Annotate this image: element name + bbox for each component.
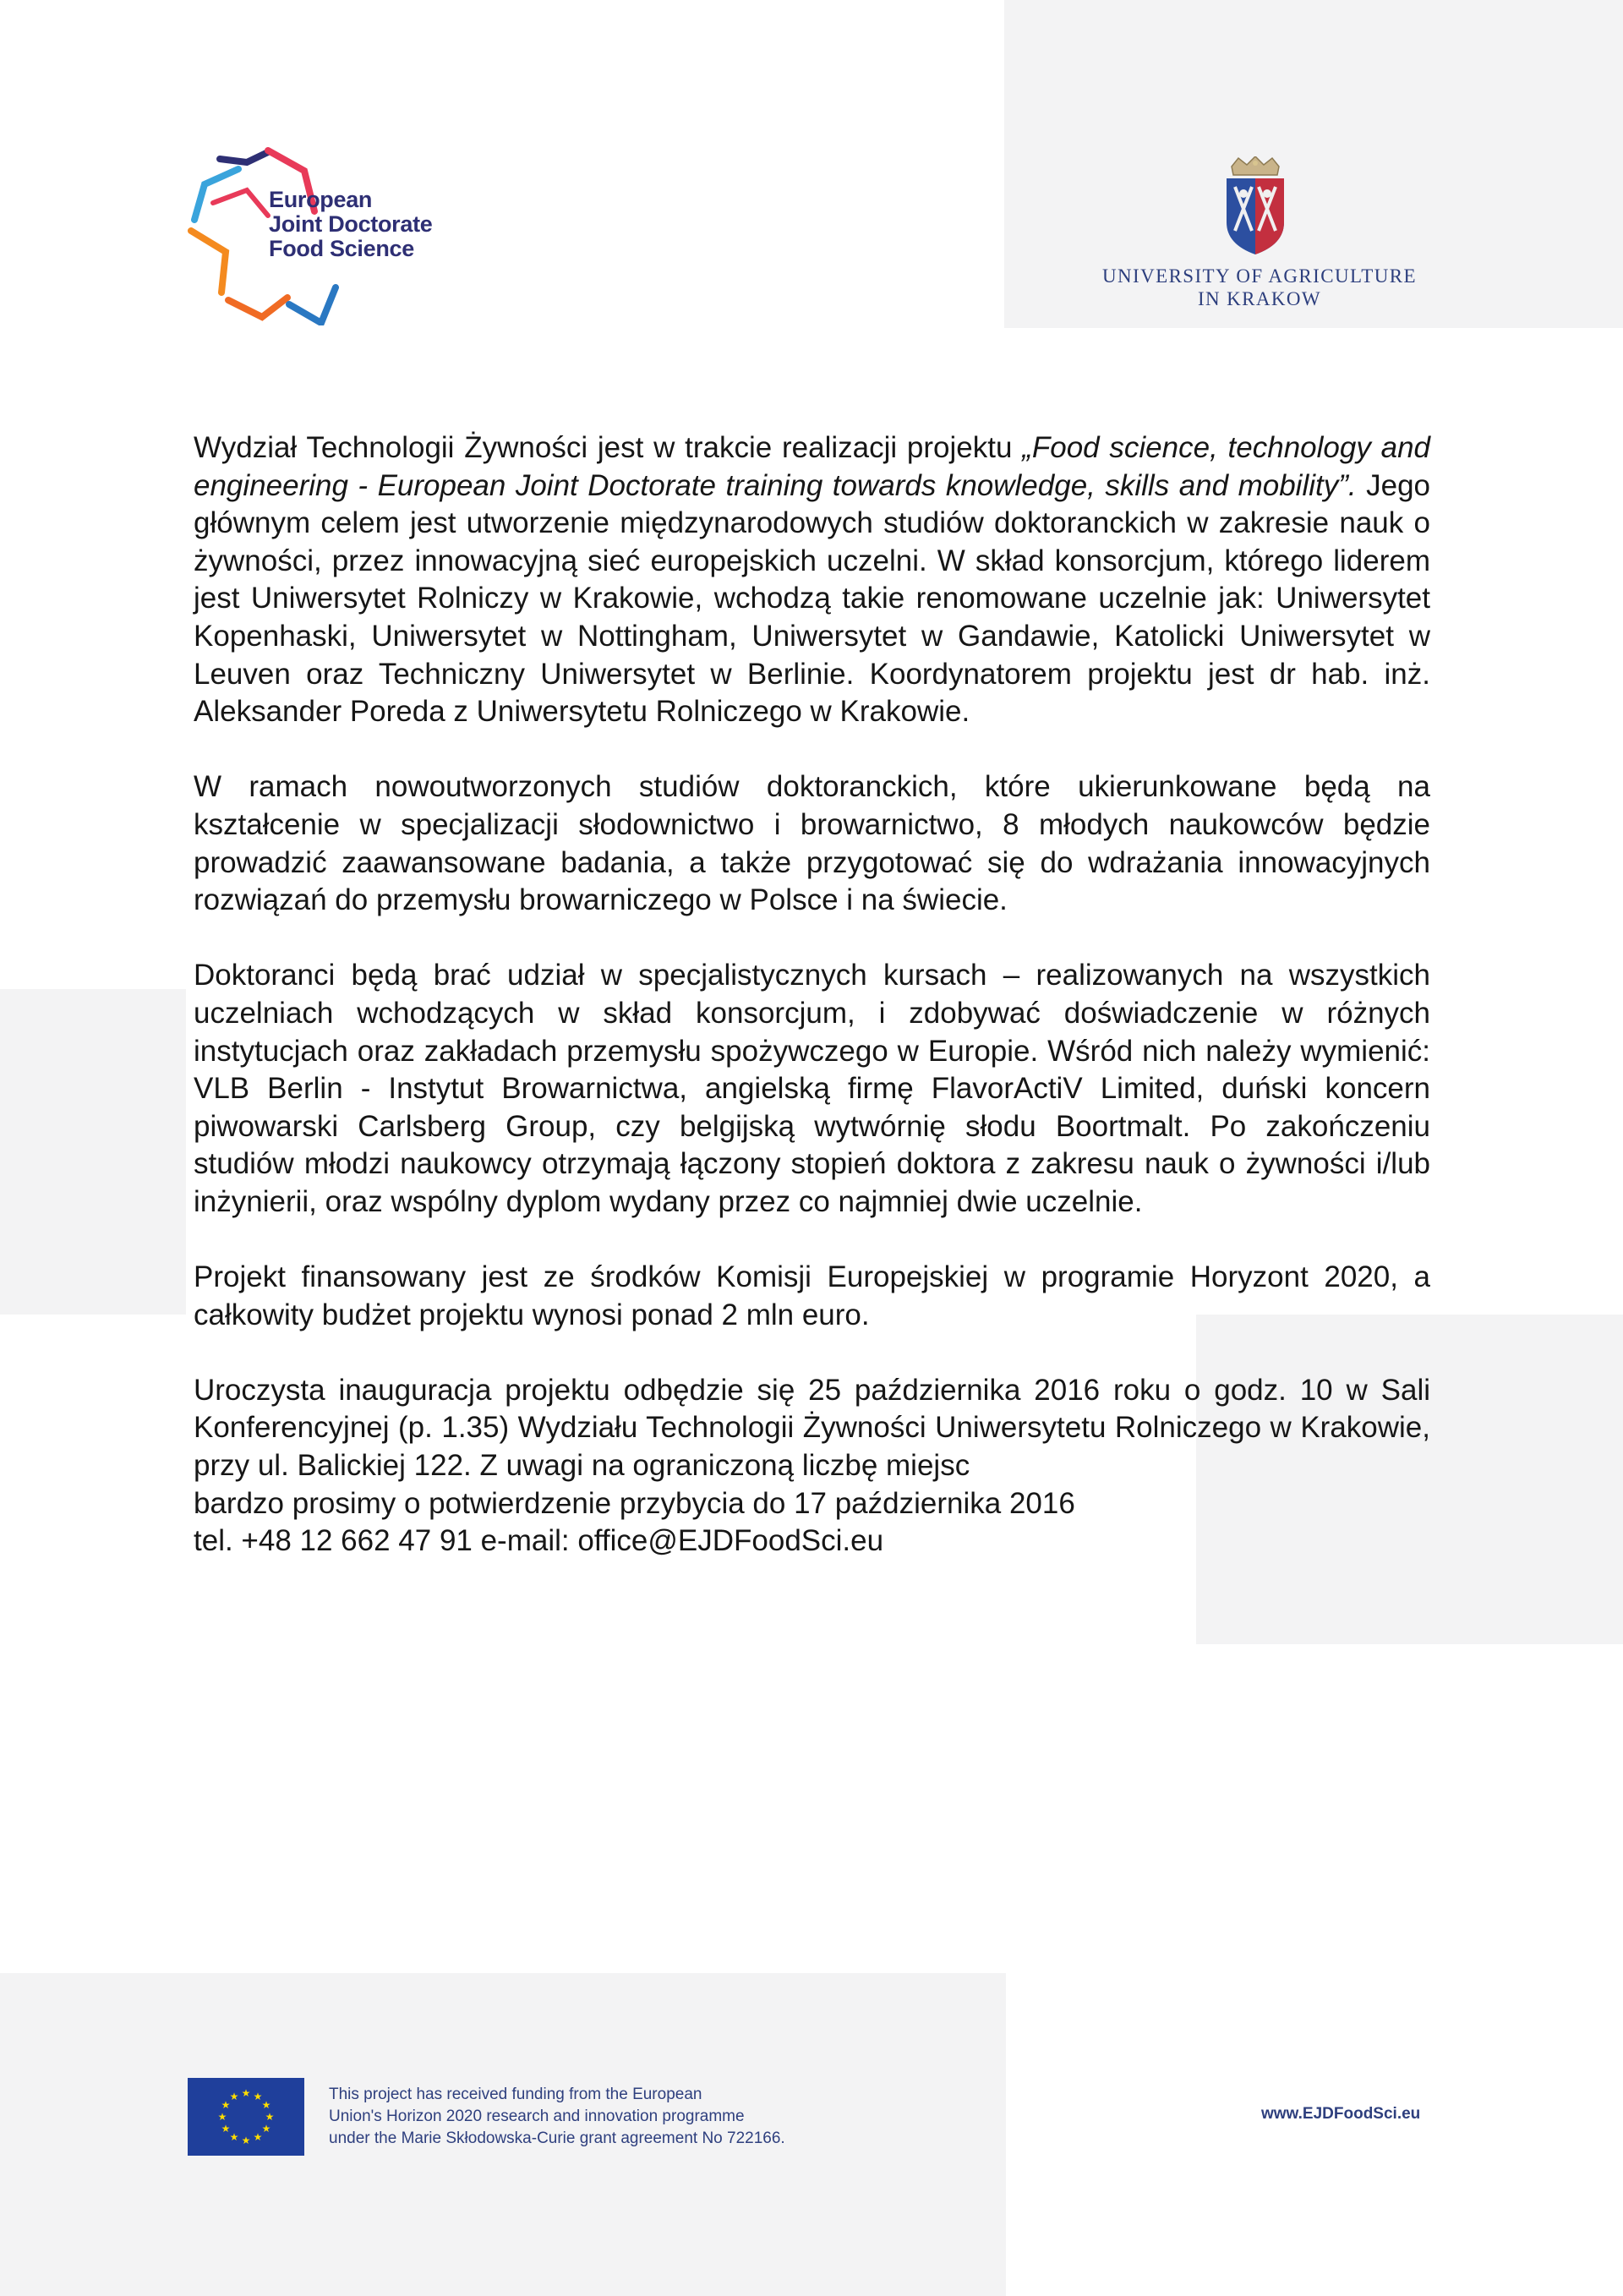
university-logo <box>1074 156 1445 317</box>
svg-text:★: ★ <box>261 2099 271 2111</box>
paragraph-intro <box>194 429 1430 731</box>
ejd-logo-line: Joint Doctorate <box>269 211 433 237</box>
funding-line: Union's Horizon 2020 research and innovation programme <box>329 2107 745 2125</box>
ejd-logo-line: European <box>269 187 373 212</box>
paragraph-inauguration: Uroczysta inauguracja projektu odbędzie się 25 października 2016 roku o godz. 10 w Sali Konferencyjnej (p. 1.35) Wydziału Technologii Żywności Uniwersytetu Rolniczego w Krakowie, przy ul. Balickiej 122. Z uwagi na ograniczoną liczbę miejsc <box>194 1373 1430 1483</box>
contact-line: tel. +48 12 662 47 91 e-mail: office@EJDFoodSci.eu <box>194 1524 884 1558</box>
letter-body <box>194 429 1430 1561</box>
intro-text: Wydział Technologii Żywności jest w trakcie realizacji projektu <box>194 431 1023 464</box>
ejd-logo <box>188 144 467 325</box>
svg-text:★: ★ <box>229 2131 239 2143</box>
svg-text:★: ★ <box>229 2091 239 2102</box>
svg-text:★: ★ <box>241 2135 251 2146</box>
website-link[interactable]: www.EJDFoodSci.eu <box>1261 2105 1421 2123</box>
ejd-logo-line: Food Science <box>269 236 414 261</box>
eu-stars-icon <box>188 2078 304 2156</box>
funding-line: This project has received funding from the European <box>329 2086 702 2103</box>
university-name <box>1074 265 1445 310</box>
svg-text:★: ★ <box>221 2123 231 2135</box>
university-name-line: UNIVERSITY OF AGRICULTURE <box>1102 265 1417 287</box>
svg-text:★: ★ <box>261 2123 271 2135</box>
svg-text:★: ★ <box>253 2091 263 2102</box>
background-panel <box>0 989 186 1315</box>
university-crest-icon <box>1221 156 1289 256</box>
paragraph-studies: W ramach nowoutworzonych studiów doktoranckich, które ukierunkowane będą na kształcenie w specjalizacji słodownictwo i browarnictwo, 8 młodych naukowców będzie prowadzić zaawansowane badania, a także przygotować się do wdrażania innowacyjnych rozwiązań do przemysłu browarniczego w Polsce i na świecie. <box>194 770 1430 917</box>
funding-statement <box>329 2084 785 2150</box>
svg-text:★: ★ <box>217 2111 227 2123</box>
university-name-line: IN KRAKOW <box>1197 288 1322 309</box>
project-title: „Food science, technology and engineering - European Joint Doctorate training towards knowledge, skills and mobility”. <box>194 431 1430 502</box>
paragraph-inauguration-last-line: bardzo prosimy o potwierdzenie przybycia do 17 października 2016 <box>194 1486 1075 1520</box>
ejd-logo-text <box>269 188 433 261</box>
intro-rest: Jego głównym celem jest utworzenie międzynarodowych studiów doktoranckich w zakresie nauk o żywności, przez innowacyjną sieć europejskich uczelni. W skład konsorcjum, którego liderem jest Uniwersytet Rolniczy w Krakowie, wchodzą takie renomowane uczelnie jak: Uniwersytet Kopenhaski, Uniwersytet w Nottingham, Uniwersytet w Gandawie, Katolicki Uniwersytet w Leuven oraz Techniczny Uniwersytet w Berlinie. Koordynatorem projektu jest dr hab. inż. Aleksander Poreda z Uniwersytetu Rolniczego w Krakowie. <box>194 468 1430 729</box>
svg-text:★: ★ <box>265 2111 275 2123</box>
svg-text:★: ★ <box>241 2087 251 2099</box>
funding-line: under the Marie Skłodowska-Curie grant agreement No 722166. <box>329 2129 785 2147</box>
eu-flag-icon <box>188 2078 304 2156</box>
svg-text:★: ★ <box>253 2131 263 2143</box>
svg-text:★: ★ <box>221 2099 231 2111</box>
paragraph-funding: Projekt finansowany jest ze środków Komisji Europejskiej w programie Horyzont 2020, a całkowity budżet projektu wynosi ponad 2 mln euro. <box>194 1260 1430 1331</box>
paragraph-doctoral-students: Doktoranci będą brać udział w specjalistycznych kursach – realizowanych na wszystkich uczelniach wchodzących w skład konsorcjum, i zdobywać doświadczenie w różnych instytucjach oraz zakładach przemysłu spożywczego w Europie. Wśród nich należy wymienić: VLB Berlin - Instytut Browarnictwa, angielską firmę FlavorActiV Limited, duński koncern piwowarski Carlsberg Group, czy belgijską wytwórnię słodu Boortmalt. Po zakończeniu studiów młodzi naukowcy otrzymają łączony stopień doktora z zakresu nauk o żywności i/lub inżynierii, oraz wspólny dyplom wydany przez co najmniej dwie uczelnie. <box>194 959 1430 1218</box>
